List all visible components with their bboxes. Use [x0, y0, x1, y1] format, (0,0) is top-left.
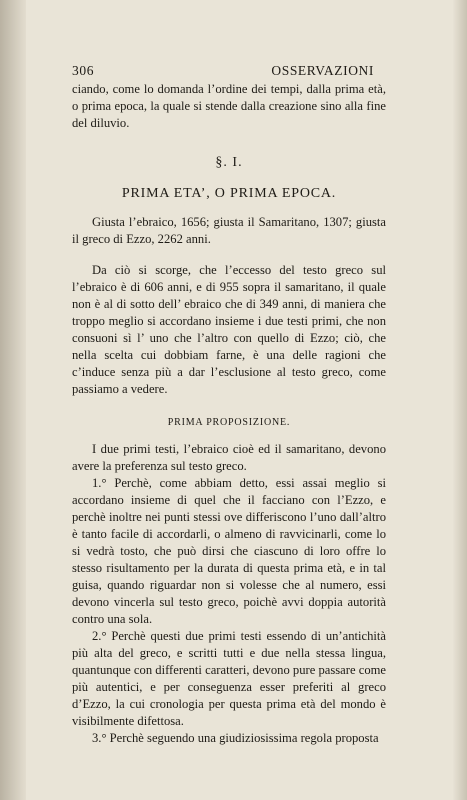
paragraph-chronology: Giusta l’ebraico, 1656; giusta il Samaritano, 1307; giusta il greco di Ezzo, 2262 anni. — [72, 215, 386, 246]
paragraph-intro: ciando, come lo domanda l’ordine dei tempi, dalla prima età, o prima epoca, la quale si stende dalla creazione sino alla fine del diluvio. — [72, 82, 386, 130]
running-title: OSSERVAZIONI — [271, 63, 374, 78]
page-edge-shadow — [453, 0, 467, 800]
running-head — [72, 62, 386, 79]
page-content — [72, 62, 386, 747]
section-title: PRIMA ETA’, O PRIMA EPOCA. — [121, 186, 337, 201]
paragraph-reason-2: 2.° Perchè questi due primi testi essendo di un’antichità più alta del greco, e scritti tutti e due nella stessa lingua, quantunque con differenti caratteri, devono pure passare come più autentici, e per conseguenza esser preferiti al greco d’Ezzo, la cui cronologia per questa prima età del mondo è visibilmente difettosa. — [72, 629, 386, 728]
subheading: PRIMA PROPOSIZIONE. — [167, 417, 291, 428]
section-mark: §. I. — [215, 155, 243, 170]
page-number: 306 — [72, 63, 95, 78]
paragraph-gap — [72, 248, 386, 262]
paragraph-thesis: I due primi testi, l’ebraico cioè ed il samaritano, devono avere la preferenza sul testo greco. — [72, 442, 386, 473]
paragraph-reason-3: 3.° Perchè seguendo una giudiziosissima regola proposta — [92, 731, 379, 745]
paragraph-reason-1: 1.° Perchè, come abbiam detto, essi assai meglio si accordano insieme di quel che il facciano con l’Ezzo, e perchè inoltre nei punti stessi ove differiscono l’uno dall’altro è tanto facile di accordarli, o almeno di ravvicinarli, come lo si vedrà tosto, che può dirsi che ciascuno di loro offre lo stesso risultamento per la durata di questa prima età, e in tal guisa, quando riguardar non si volesse che al numero, essi devono vincerla sul testo greco, poichè avvi doppia autorità contro una sola. — [72, 476, 386, 626]
paragraph-analysis: Da ciò si scorge, che l’eccesso del testo greco sul l’ebraico è di 606 anni, e di 955 sopra il samaritano, il quale non è al di sotto dell’ ebraico che di 349 anni, di maniera che troppo meglio si accordano insieme i due testi primi, che non consuoni sì l’ uno che l’altro con quello di Ezzo; ciò, che nella scelta cui dobbiam farne, è una delle ragioni che c’induce senza più a dar l’esclusione al testo greco, come passiamo a vedere. — [72, 263, 386, 396]
page-gutter-shadow — [0, 0, 26, 800]
